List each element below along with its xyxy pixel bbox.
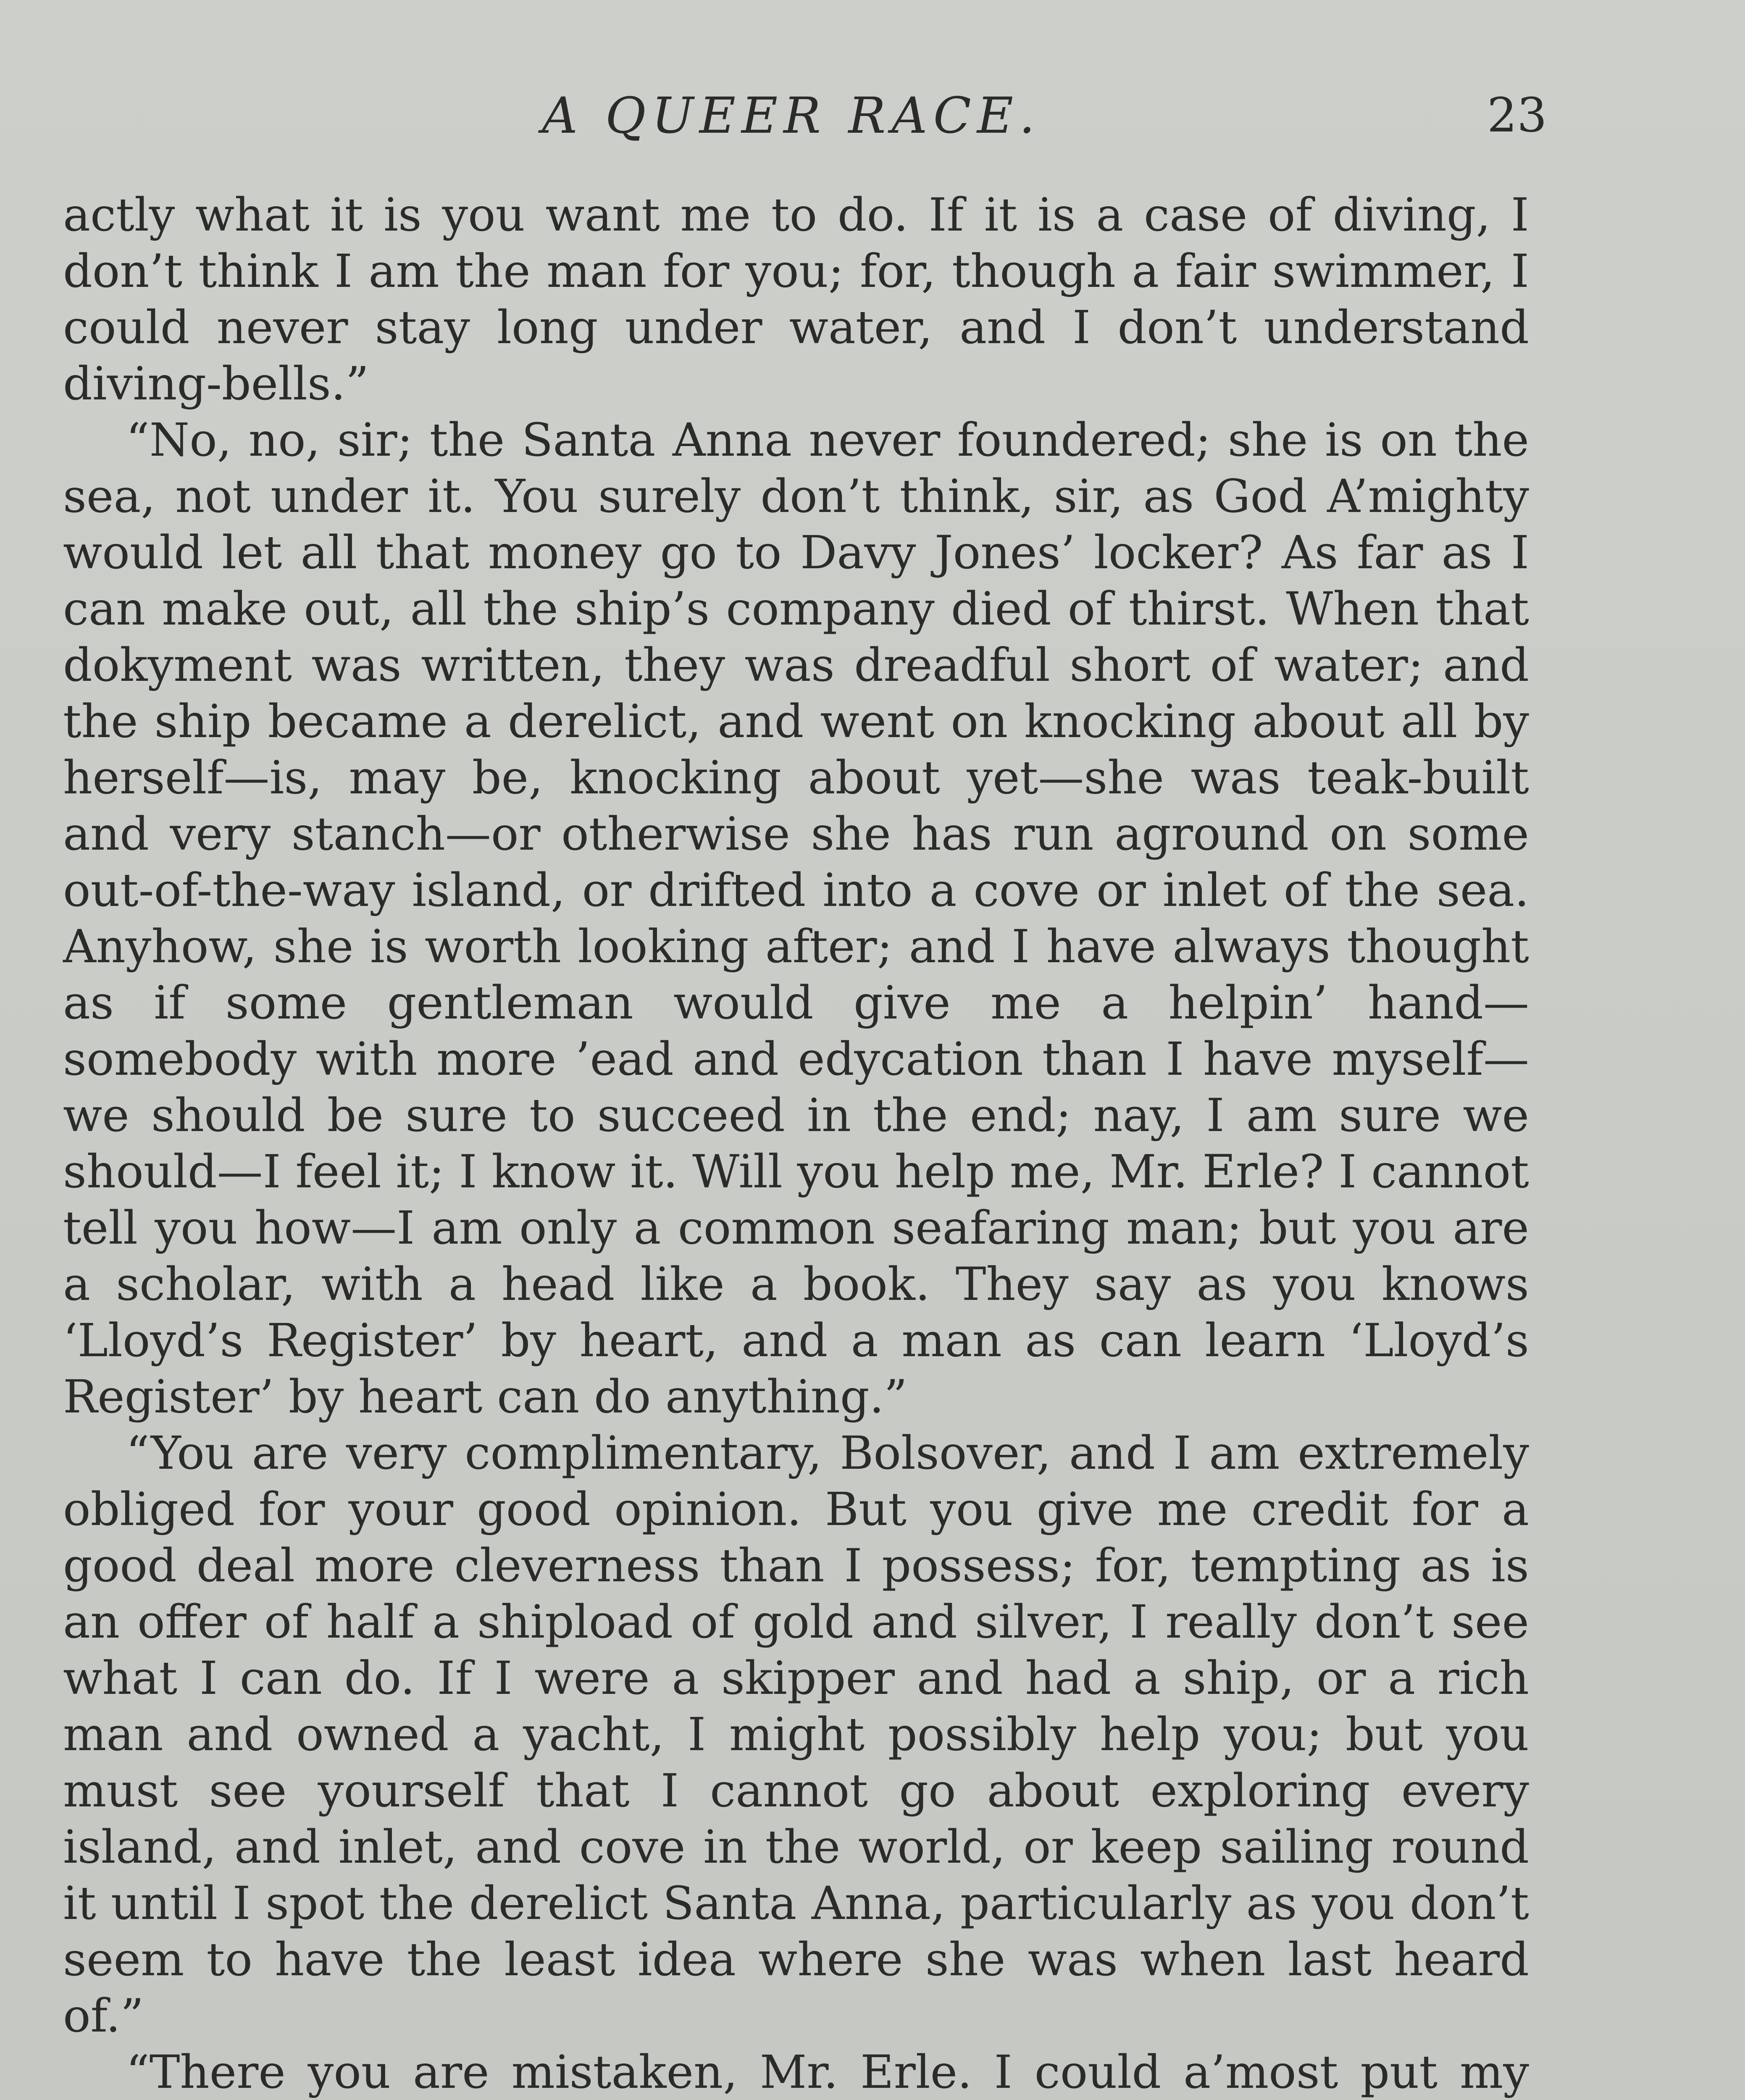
running-head (0, 84, 1745, 147)
running-head-title: A QUEER RACE. (542, 87, 1041, 144)
paragraph-1: actly what it is you want me to do. If it is a case of diving, I don’t think I am the man for you; for, though a fair swimmer, I could never stay long under water, and I don’t understand diving-bells.” (63, 188, 1529, 410)
paragraph-3: “You are very complimentary, Bolsover, and I am extremely obliged for your good opinion. But you give me credit for a good deal more cleverness than I possess; for, tempting as is an offer of half a shipload of gold and silver, I really don’t see what I can do. If I were a skipper and had a ship, or a rich man and owned a yacht, I might possibly help you; but you must see yourself that I cannot go about exploring every island, and inlet, and cove in the world, or keep sailing round it until I spot the derelict Santa Anna, particularly as you don’t seem to have the least idea where she was when last heard of.” (63, 1426, 1529, 2042)
page-number: 23 (1487, 88, 1547, 143)
body-text (63, 187, 1529, 2100)
paragraph-2: “No, no, sir; the Santa Anna never foundered; she is on the sea, not under it. You surely don’t think, sir, as God A’mighty would let all that money go to Davy Jones’ locker? As far as I can make out, all the ship’s company died of thirst. When that dokyment was written, they was dreadful short of water; and the ship became a derelict, and went on knocking about all by herself—is, may be, knocking about yet—she was teak-built and very stanch—or otherwise she has run aground on some out-of-the-way island, or drifted into a cove or inlet of the sea. Anyhow, she is worth looking after; and I have always thought as if some gentleman would give me a helpin’ hand—somebody with more ’ead and edycation than I have myself—we should be sure to succeed in the end; nay, I am sure we should—I feel it; I know it. Will you help me, Mr. Erle? I cannot tell you how—I am only a common seafaring man; but you are a scholar, with a head like a book. They say as you knows ‘Lloyd’s Register’ by heart, and a man as can learn ‘Lloyd’s Register’ by heart can do anything.” (63, 413, 1529, 1423)
paragraph-4: “There you are mistaken, Mr. Erle. I could a’most put my (126, 2045, 1529, 2099)
